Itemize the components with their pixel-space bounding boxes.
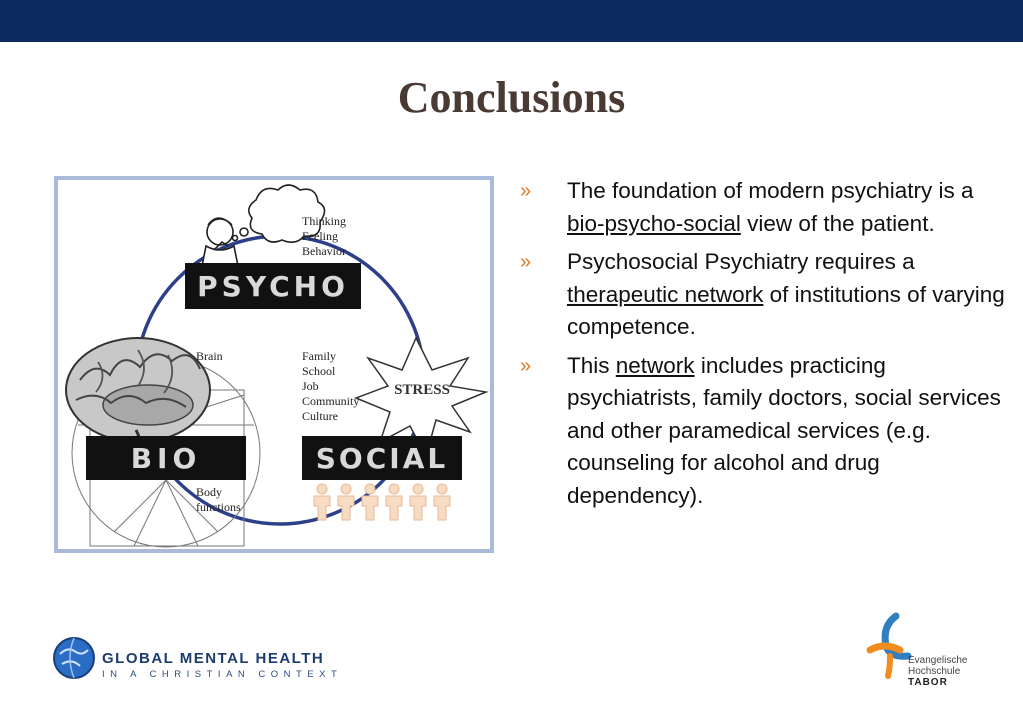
bio-note-functions: functions <box>196 500 241 514</box>
diagram-canvas <box>58 180 490 549</box>
social-label: SOCIAL <box>315 442 449 475</box>
social-note-school: School <box>302 364 336 378</box>
psycho-label: PSYCHO <box>197 270 349 303</box>
bullet-marker: » <box>520 180 532 202</box>
global-mental-health-logo <box>52 636 352 686</box>
social-note-family: Family <box>302 349 337 363</box>
bullet-item <box>520 246 1010 344</box>
bio-note-body: Body <box>196 485 223 499</box>
tabor-line-tabor: TABOR <box>908 677 948 688</box>
thinking-person-icon <box>202 218 238 266</box>
psycho-note-behavior: Behavior <box>302 244 346 258</box>
bullet-keyword: bio-psycho-social <box>567 210 741 236</box>
conclusion-bullet-list <box>520 175 1010 518</box>
social-note-community: Community <box>302 394 360 408</box>
bullet-keyword: network <box>615 352 695 378</box>
bullet-marker: » <box>520 354 532 377</box>
bullet-text: The foundation of modern psychiatry is a <box>567 178 974 203</box>
bio-psycho-social-diagram <box>54 176 494 553</box>
bullet-text: view of the patient. <box>740 210 935 236</box>
social-note-job: Job <box>302 379 319 393</box>
bio-label: BIO <box>130 442 202 475</box>
top-banner <box>0 0 1023 42</box>
bio-note-brain: Brain <box>196 349 223 363</box>
tabor-logo <box>866 610 996 690</box>
bullet-text: of institutions of varying competence. <box>567 281 1005 339</box>
tabor-line-evangelische: Evangelische <box>908 655 968 666</box>
gmh-title: GLOBAL MENTAL HEALTH <box>102 650 325 667</box>
psycho-note-thinking: Thinking <box>302 214 346 228</box>
bullet-text: This <box>567 352 616 378</box>
bullet-keyword: therapeutic network <box>567 281 764 307</box>
stress-label: STRESS <box>394 382 450 398</box>
social-note-culture: Culture <box>302 409 338 423</box>
bullet-text: Psychosocial Psychiatry requires a <box>567 249 915 274</box>
bullet-marker: » <box>520 251 532 273</box>
gmh-subtitle: IN A CHRISTIAN CONTEXT <box>102 669 343 680</box>
slide-title: Conclusions <box>397 73 626 122</box>
globe-icon <box>52 636 96 680</box>
tabor-line-hochschule: Hochschule <box>908 666 961 677</box>
bullet-text: includes practicing psychiatrists, family doctors, social services and other paramedical services (e.g. counseling for alcohol and drug dependency). <box>567 352 1001 508</box>
bullet-item <box>520 350 1010 513</box>
psycho-note-feeling: Feeling <box>302 229 338 243</box>
bullet-item <box>520 175 1010 240</box>
